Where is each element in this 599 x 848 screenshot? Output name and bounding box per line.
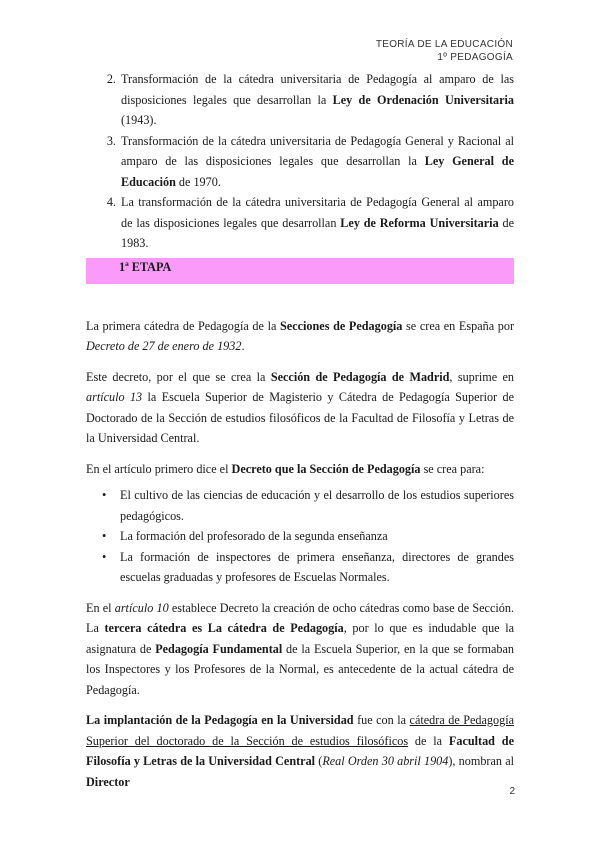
- list-item: 2. Transformación de la cátedra universitaria de Pedagogía al amparo de las disposiciones legales que desarrollan la Ley de Ordenación Universitaria (1943).: [119, 69, 514, 131]
- paragraph: En el artículo primero dice el Decreto que la Sección de Pedagogía se crea para:: [86, 461, 485, 476]
- paragraph: Este decreto, por el que se crea la Sección de Pedagogía de Madrid, suprime en artículo 13 la Escuela Superior de Magisterio y Cátedra de Pedagogía Superior de Doctorado de la Sección de estudios filosóficos de la Facultad de Filosofía y Letras de la Universidad Central.: [86, 369, 514, 445]
- bullet-list: [86, 485, 514, 588]
- numbered-list: [86, 69, 514, 254]
- paragraph: La primera cátedra de Pedagogía de la Secciones de Pedagogía se crea en España por Decreto de 27 de enero de 1932.: [86, 318, 515, 353]
- list-item: • El cultivo de las ciencias de educación y el desarrollo de los estudios superiores pedagógicos.: [120, 485, 514, 526]
- page-number: 2: [509, 786, 515, 797]
- list-item: • La formación del profesorado de la segunda enseñanza: [120, 526, 514, 547]
- list-item: • La formación de inspectores de primera enseñanza, directores de grandes escuelas graduadas y profesores de Escuelas Normales.: [120, 547, 514, 588]
- header-course-level: 1º PEDAGOGÍA: [437, 52, 513, 63]
- section-banner: 1ª ETAPA: [86, 258, 514, 284]
- list-item: 3. Transformación de la cátedra universitaria de Pedagogía General y Racional al amparo de las disposiciones legales que desarrollan la Ley General de Educación de 1970.: [119, 131, 514, 193]
- paragraph: En el artículo 10 establece Decreto la creación de ocho cátedras como base de Sección. La tercera cátedra es La cátedra de Pedagogía, por lo que es indudable que la asignatura de Pedagogía Fundamental de la Escuela Superior, en la que se formaban los Inspectores y los Profesores de la Normal, es antecedente de la actual cátedra de Pedagogía.: [86, 600, 515, 697]
- header-course-title: TEORÍA DE LA EDUCACIÓN: [375, 39, 513, 50]
- page-header: [376, 38, 513, 64]
- paragraph: La implantación de la Pedagogía en la Universidad fue con la cátedra de Pedagogía Superior del doctorado de la Sección de estudios filosóficos de la Facultad de Filosofía y Letras de la Universidad Central (Real Orden 30 abril 1904), nombran al Director: [86, 713, 514, 789]
- page-content: [86, 69, 514, 792]
- list-item: 4. La transformación de la cátedra universitaria de Pedagogía General al amparo de las disposiciones legales que desarrollan Ley de Reforma Universitaria de 1983.: [119, 192, 514, 254]
